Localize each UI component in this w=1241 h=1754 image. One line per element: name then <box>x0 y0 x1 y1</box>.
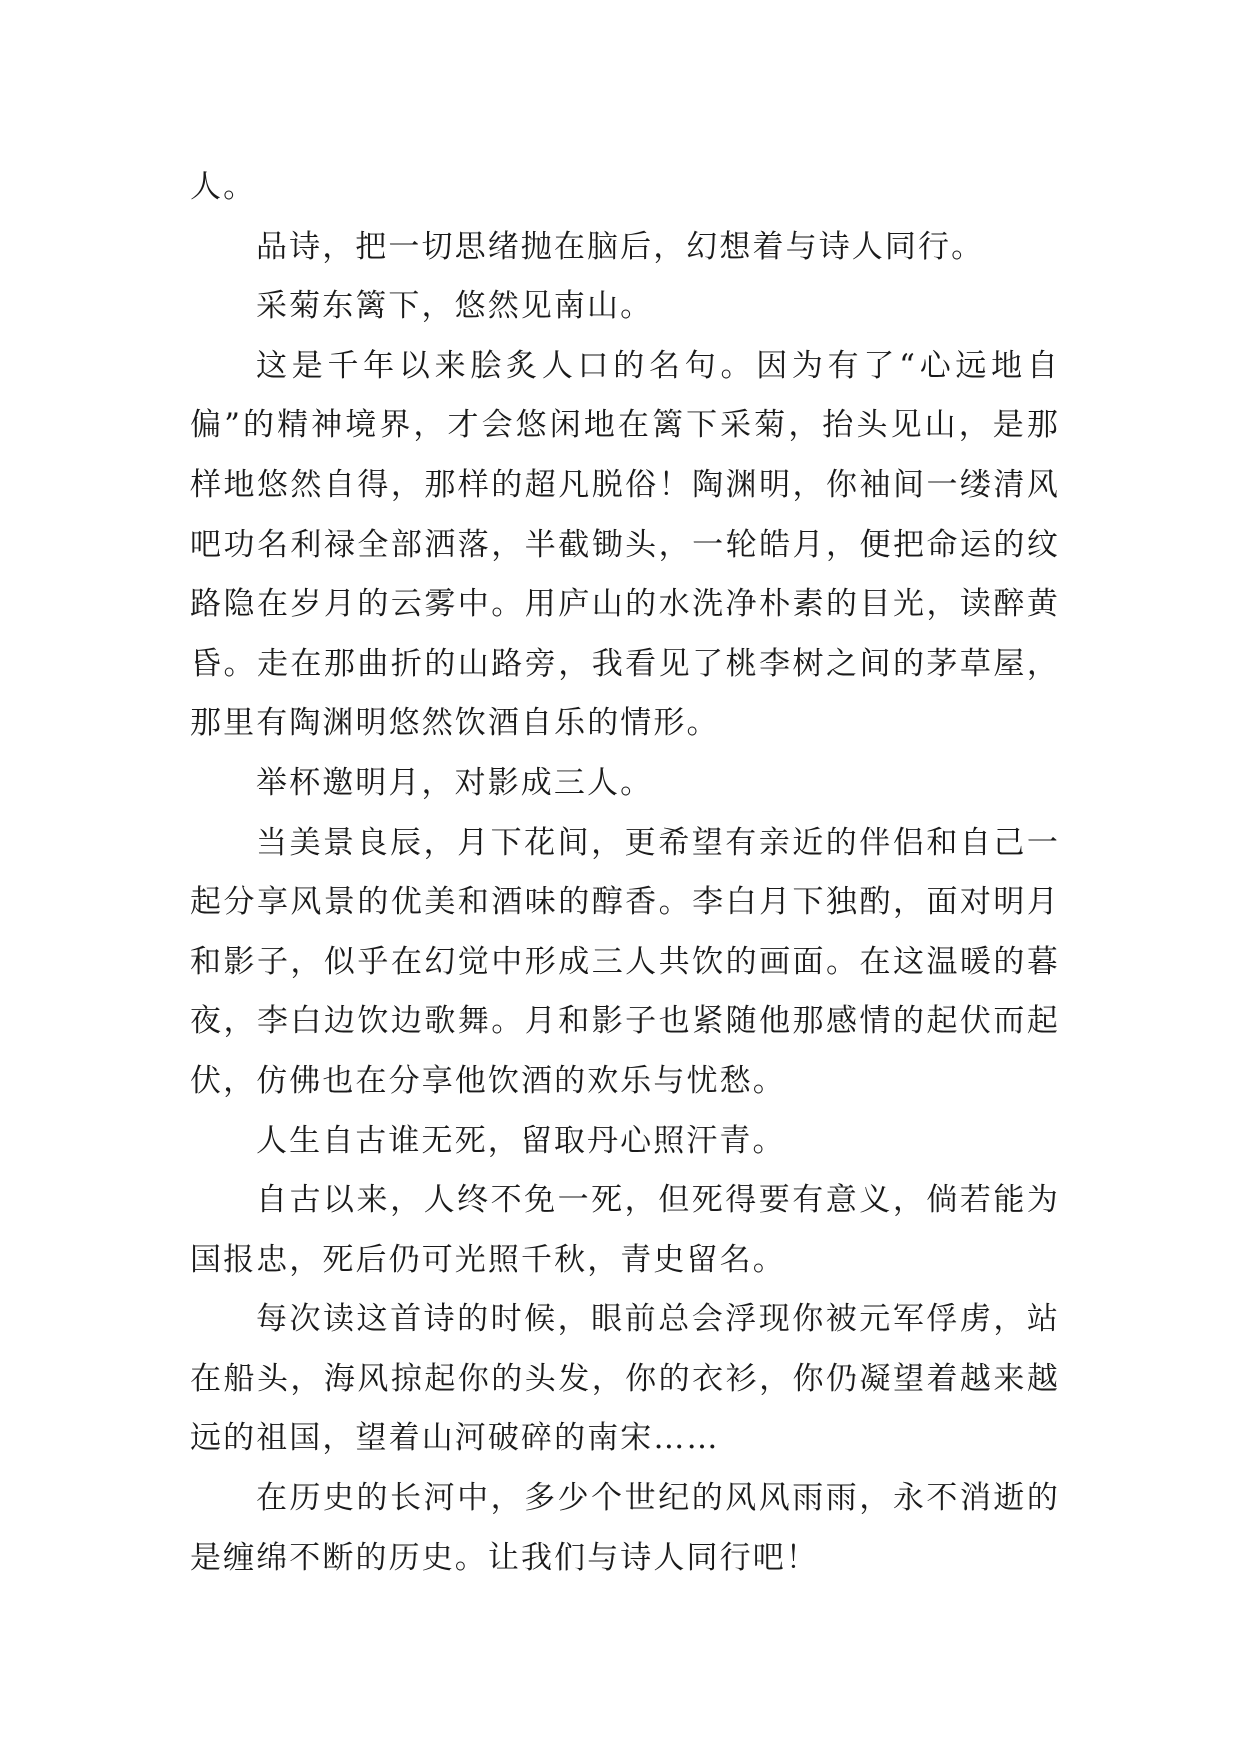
document-body <box>190 158 1060 1588</box>
poem-line-tao-yuanming: 采菊东篱下，悠然见南山。 <box>256 288 654 325</box>
paragraph-li-bai: 当美景良辰，月下花间，更希望有亲近的伴侣和自己一起分享风景的优美和酒味的醇香。李白月下独酌，面对明月和影子，似乎在幻觉中形成三人共饮的画面。在这温暖的暮夜，李白边饮边歌舞。月和影子也紧随他那感情的起伏而起伏，仿佛也在分享他饮酒的欢乐与忧愁。 <box>190 824 1060 1099</box>
paragraph-meaning: 自古以来，人终不免一死，但死得要有意义，倘若能为国报忠，死后仍可光照千秋，青史留名。 <box>190 1182 1060 1278</box>
paragraph-wen-tianxiang: 每次读这首诗的时候，眼前总会浮现你被元军俘虏，站在船头，海风掠起你的头发，你的衣衫，你仍凝望着越来越远的祖国，望着山河破碎的南宋…… <box>190 1301 1060 1457</box>
paragraph-continuation: 人。 <box>190 169 257 205</box>
poem-line-wen-tianxiang: 人生自古谁无死，留取丹心照汗青。 <box>256 1122 786 1159</box>
paragraph-conclusion: 在历史的长河中，多少个世纪的风风雨雨，永不消逝的是缠绵不断的历史。让我们与诗人同行吧！ <box>190 1480 1060 1576</box>
paragraph-tao-yuanming: 这是千年以来脍炙人口的名句。因为有了“心远地自偏”的精神境界，才会悠闲地在篱下采菊，抬头见山，是那样地悠然自得，那样的超凡脱俗！陶渊明，你袖间一缕清风吧功名利禄全部洒落，半截锄头，一轮皓月，便把命运的纹路隐在岁月的云雾中。用庐山的水洗净朴素的目光，读醉黄昏。走在那曲折的山路旁，我看见了桃李树之间的茅草屋，那里有陶渊明悠然饮酒自乐的情形。 <box>190 347 1060 742</box>
paragraph-intro: 品诗，把一切思绪抛在脑后，幻想着与诗人同行。 <box>256 228 985 265</box>
poem-line-li-bai: 举杯邀明月，对影成三人。 <box>256 764 654 801</box>
